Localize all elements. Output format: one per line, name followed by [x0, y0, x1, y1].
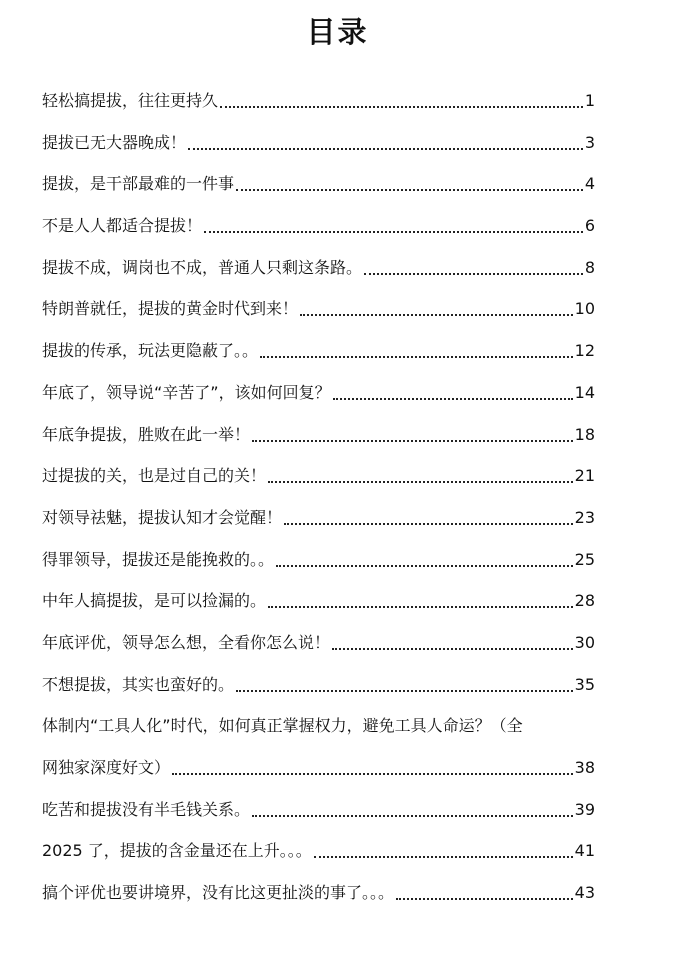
toc-entry-title-continued: 网独家深度好文）	[42, 758, 171, 777]
dot-leader	[268, 584, 573, 618]
toc-page-number: 35	[574, 674, 595, 694]
dot-leader	[284, 501, 573, 535]
dot-leader	[172, 751, 573, 785]
toc-page-number: 30	[574, 632, 595, 652]
toc-page-number: 1	[584, 91, 595, 110]
toc-page-number: 3	[584, 132, 595, 152]
toc-page-number: 6	[584, 216, 595, 236]
toc-entry[interactable]	[42, 626, 595, 668]
toc-entry[interactable]	[42, 126, 595, 168]
toc-page-number: 12	[574, 341, 595, 361]
dot-leader	[252, 418, 573, 452]
toc-page-number: 28	[574, 591, 595, 611]
toc-entry-title: 搞个评优也要讲境界，没有比这更扯淡的事了。。。	[42, 883, 395, 903]
toc-entry-title: 年底争提拔，胜败在此一举！	[42, 424, 251, 444]
toc-entry-title: 年底评优，领导怎么想，全看你怎么说！	[42, 632, 331, 652]
dot-leader	[204, 209, 583, 243]
toc-entry[interactable]	[42, 418, 595, 460]
toc-entry[interactable]	[42, 668, 595, 710]
toc-entry-title: 提拔的传承，玩法更隐蔽了。。	[42, 341, 259, 361]
toc-entry[interactable]	[42, 876, 595, 918]
dot-leader	[268, 459, 573, 493]
toc-page-number: 41	[574, 841, 595, 861]
toc-entry[interactable]	[42, 584, 595, 626]
toc-page-number: 21	[574, 466, 595, 486]
toc-entry-title: 2025 了，提拔的含金量还在上升。。。	[42, 841, 312, 861]
toc-entry-title: 过提拔的关，也是过自己的关！	[42, 466, 267, 486]
toc-entry[interactable]	[42, 251, 595, 293]
dot-leader	[396, 876, 573, 910]
dot-leader	[252, 793, 573, 827]
dot-leader	[332, 626, 573, 660]
toc-entry-continuation	[42, 751, 595, 793]
toc-entry[interactable]	[42, 793, 595, 835]
toc-page-number: 8	[584, 257, 595, 277]
toc-entry-title: 得罪领导，提拔还是能挽救的。。	[42, 549, 275, 569]
toc-entry[interactable]	[42, 209, 595, 251]
toc-entry-title: 提拔不成，调岗也不成，普通人只剩这条路。	[42, 257, 363, 277]
toc-entry-title: 提拔已无大器晚成！	[42, 132, 187, 152]
toc-entry-title: 体制内“工具人化”时代，如何真正掌握权力，避免工具人命运？（全	[42, 716, 523, 736]
toc-entry-title: 不是人人都适合提拔！	[42, 216, 203, 236]
toc-page-number: 25	[574, 549, 595, 569]
dot-leader	[220, 84, 583, 118]
dot-leader	[314, 834, 573, 868]
toc-entry[interactable]	[42, 543, 595, 585]
toc-entry-title: 不想提拔，其实也蛮好的。	[42, 674, 235, 694]
toc-entry-title: 吃苦和提拔没有半毛钱关系。	[42, 799, 251, 819]
toc-entry-title: 轻松搞提拔，往往更持久	[42, 91, 219, 110]
toc-entry[interactable]	[42, 167, 595, 209]
toc-entry-title: 提拔，是干部最难的一件事	[42, 174, 235, 194]
toc-entry[interactable]	[42, 709, 595, 792]
toc-entry-title: 对领导祛魅，提拔认知才会觉醒！	[42, 507, 283, 527]
toc-page-number: 39	[574, 799, 595, 819]
toc-entry[interactable]	[42, 459, 595, 501]
toc-entry-title: 特朗普就任，提拔的黄金时代到来！	[42, 299, 299, 319]
toc-entry[interactable]	[42, 834, 595, 876]
dot-leader	[260, 334, 573, 368]
toc-page-number: 38	[574, 758, 595, 777]
page-title: 目录	[306, 15, 369, 49]
toc-entry-title: 年底了，领导说“辛苦了”，该如何回复？	[42, 382, 331, 402]
dot-leader	[236, 167, 583, 201]
toc-entry[interactable]	[42, 501, 595, 543]
toc-list	[42, 84, 595, 918]
dot-leader	[364, 251, 583, 285]
toc-page-number: 23	[574, 507, 595, 527]
toc-entry-title: 中年人搞提拔，是可以捡漏的。	[42, 591, 267, 611]
dot-leader	[236, 668, 573, 702]
toc-entry[interactable]	[42, 84, 595, 126]
toc-page-number: 18	[574, 424, 595, 444]
toc-page-number: 4	[584, 174, 595, 194]
dot-leader	[276, 543, 573, 577]
dot-leader	[333, 376, 573, 410]
toc-entry[interactable]	[42, 292, 595, 334]
toc-page-number: 10	[574, 299, 595, 319]
toc-entry[interactable]	[42, 334, 595, 376]
toc-entry[interactable]	[42, 376, 595, 418]
dot-leader	[188, 126, 583, 160]
toc-page-number: 14	[574, 382, 595, 402]
toc-page-number: 43	[574, 883, 595, 903]
dot-leader	[300, 292, 573, 326]
